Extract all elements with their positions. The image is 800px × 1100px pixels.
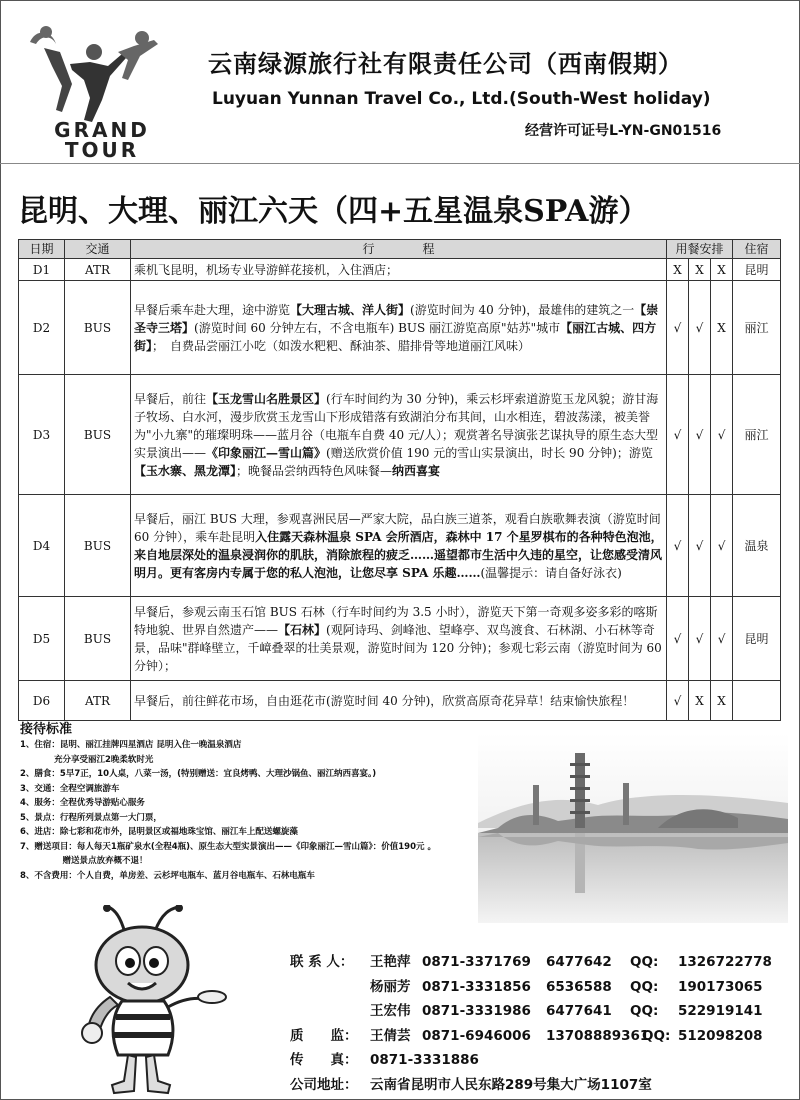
itinerary-text: (行车时间约为 30 分钟)，乘云杉坪索道游览玉龙风貌；游甘海子牧场、白水河，漫步欣赏玉龙雪山下形成错落有致湖泊分布其间，山水相连，碧波荡漾，被美誉为"小九寨"的璀璨明珠——蓝月谷（电瓶车自费 40 元/人）；观赏著名导演张艺谋执导的原生态大型实景演出——: [134, 391, 659, 460]
header-transport: 交通: [65, 240, 131, 259]
itinerary-text: 早餐后，前往鲜花市场，自由逛花市(游览时间 40 分钟)，欣赏高原奇花异草！结束愉快旅程！: [134, 693, 635, 708]
itinerary-cell: [131, 375, 667, 495]
contact-qq: 1326722778: [678, 954, 772, 970]
standard-item: 6、进店：除七彩和花市外，昆明景区或福地珠宝馆、丽江车上配送螺旋藻: [20, 827, 298, 837]
contact-phone-2: 6477642: [546, 954, 612, 970]
hotel-cell: 昆明: [733, 259, 781, 281]
itinerary-text: (观阿诗玛、剑峰池、望峰亭、双鸟渡食、石林湖、小石林等奇景，品味"群峰壁立，千嶂叠翠的壮美景观，游览时间为 120 分钟)；参观七彩云南（游览时间为 60 分钟）；: [134, 622, 662, 673]
qq-label: QQ:: [630, 954, 659, 970]
itinerary-text: (温馨提示：请自备好泳衣): [480, 565, 622, 580]
company-address: 云南省昆明市人民东路289号集大广场1107室: [370, 1076, 652, 1093]
itinerary-text: (赠送欣赏价值 190 元的雪山实景演出，时长 90 分钟)；游览: [326, 445, 653, 460]
transport-cell: BUS: [65, 495, 131, 597]
supervisor-name: 王倩芸: [370, 1027, 411, 1044]
itinerary-text: ；晚餐品尝纳西特色风味餐—: [236, 463, 393, 478]
bee-mascot-image: [70, 905, 230, 1095]
standards-title: 接待标准: [20, 722, 73, 737]
highlight-text: 入住露天森林温泉 SPA 会所酒店，森林中 17 个星罗棋布的各种特色泡池，来自地层深处的温泉浸润你的肌肤，消除旅程的疲乏……遥望都市生活中久违的星空，让您感受清风明月。更有客房内专属于您的私人泡池，让您尽享 SPA 乐趣……: [134, 529, 663, 580]
meal-cell: X: [689, 681, 711, 721]
standard-item: 8、不含费用：个人自费，单房差、云杉坪电瓶车、蓝月谷电瓶车、石林电瓶车: [20, 870, 315, 881]
itinerary-text: 早餐后，前往: [134, 391, 207, 406]
meal-cell: X: [711, 681, 733, 721]
standard-item: 1、住宿：昆明、丽江挂牌四星酒店 昆明入住一晚温泉酒店: [20, 740, 242, 750]
table-header-row: [19, 240, 781, 259]
company-name-cn: 云南绿源旅行社有限责任公司（西南假期）: [208, 50, 683, 78]
meal-cell: √: [711, 495, 733, 597]
hotel-cell: [733, 681, 781, 721]
transport-cell: BUS: [65, 281, 131, 375]
logo-text: GRAND TOUR: [54, 118, 150, 162]
meal-cell: X: [689, 259, 711, 281]
fax-row: [290, 1048, 772, 1073]
table-row: [19, 681, 781, 721]
standard-item: 赠送景点放弃概不退！: [20, 856, 148, 866]
table-row: [19, 281, 781, 375]
day-cell: D6: [19, 681, 65, 721]
highlight-text: 【丽江古城、四方街】: [134, 320, 657, 353]
license-number: 经营许可证号L-YN-GN01516: [525, 123, 722, 139]
table-row: [19, 375, 781, 495]
scenic-pagoda-image: [478, 733, 788, 923]
standard-item: 3、交通：全程空调旅游车: [20, 783, 120, 794]
contact-phone: 0871-3331986: [422, 1003, 531, 1019]
qq-label: QQ:: [630, 1003, 659, 1019]
qq-label: QQ:: [630, 978, 659, 995]
contact-row-3: [290, 999, 772, 1024]
itinerary-cell: [131, 597, 667, 681]
contact-phone: 0871-3371769: [422, 954, 531, 970]
meal-cell: √: [689, 597, 711, 681]
itinerary-text: (游览时间 60 分钟左右，不含电瓶车) BUS 丽江游览高原"姑苏"城市: [194, 320, 561, 335]
transport-cell: BUS: [65, 597, 131, 681]
contact-row-1: [290, 950, 772, 975]
highlight-text: 纳西喜宴: [392, 463, 441, 478]
day-cell: D4: [19, 495, 65, 597]
standard-item: 2、膳食：5早7正，10人桌，八菜一汤，(特别赠送：宜良烤鸭、大理沙锅鱼、丽江纳西喜宴。): [20, 769, 377, 779]
transport-cell: BUS: [65, 375, 131, 495]
supervisor-mobile: 13708889361: [546, 1027, 650, 1044]
meal-cell: X: [667, 259, 689, 281]
contact-row-2: [290, 975, 772, 1000]
header-itinerary: 行 程: [131, 240, 667, 259]
meal-cell: √: [711, 597, 733, 681]
itinerary-cell: [131, 681, 667, 721]
transport-cell: ATR: [65, 681, 131, 721]
day-cell: D1: [19, 259, 65, 281]
itinerary-cell: [131, 495, 667, 597]
company-name-en: Luyuan Yunnan Travel Co., Ltd.(South-West holiday): [212, 89, 711, 109]
table-row: [19, 597, 781, 681]
meal-cell: √: [667, 281, 689, 375]
hotel-cell: 丽江: [733, 281, 781, 375]
meal-cell: √: [689, 375, 711, 495]
address-row: [290, 1073, 772, 1098]
contact-qq: 522919141: [678, 1003, 763, 1019]
meal-cell: √: [667, 375, 689, 495]
meal-cell: X: [711, 281, 733, 375]
contact-phone-2: 6536588: [546, 978, 612, 995]
meal-cell: √: [689, 495, 711, 597]
header-meals: 用餐安排: [667, 240, 733, 259]
fax-number: 0871-3331886: [370, 1052, 479, 1068]
itinerary-text: ； 自费品尝丽江小吃（如泼水粑粑、酥油茶、腊排骨等地道丽江风味）: [152, 338, 531, 353]
itinerary-cell: [131, 259, 667, 281]
itinerary-table: [18, 239, 781, 721]
hotel-cell: 昆明: [733, 597, 781, 681]
meal-cell: √: [667, 681, 689, 721]
contact-name: 杨丽芳: [370, 978, 411, 995]
supervisor-phone: 0871-6946006: [422, 1027, 531, 1044]
standard-item: 充分享受丽江2晚柔软时光: [20, 754, 154, 765]
header-date: 日期: [19, 240, 65, 259]
qq-label: QQ:: [642, 1027, 671, 1044]
table-row: [19, 495, 781, 597]
hotel-cell: 丽江: [733, 375, 781, 495]
highlight-text: 《印象丽江—雪山篇》: [206, 445, 327, 460]
contact-qq: 190173065: [678, 978, 763, 995]
transport-cell: ATR: [65, 259, 131, 281]
highlight-text: 【大理古城、洋人街】: [290, 302, 411, 317]
itinerary-text: 乘机飞昆明，机场专业导游鲜花接机，入住酒店；: [134, 262, 399, 277]
standard-item: 7、赠送项目：每人每天1瓶矿泉水(全程4瓶)、原生态大型实景演出——《印象丽江—雪山篇》：价值190元 。: [20, 841, 436, 852]
contact-info: [290, 950, 772, 1097]
meal-cell: √: [667, 597, 689, 681]
hotel-cell: 温泉: [733, 495, 781, 597]
highlight-text: 【崇圣寺三塔】: [134, 302, 659, 335]
contact-name: 王艳萍: [370, 954, 411, 970]
day-cell: D3: [19, 375, 65, 495]
meal-cell: √: [667, 495, 689, 597]
standard-item: 4、服务：全程优秀导游贴心服务: [20, 798, 145, 808]
meal-cell: √: [711, 375, 733, 495]
standards-list: [20, 738, 490, 883]
supervisor-qq: 512098208: [678, 1027, 763, 1044]
page-title: 昆明、大理、丽江六天（四+五星温泉SPA游）: [18, 194, 649, 229]
highlight-text: 【玉龙雪山名胜景区】: [206, 391, 327, 406]
highlight-text: 【石林】: [278, 622, 327, 637]
header-hotel: 住宿: [733, 240, 781, 259]
day-cell: D2: [19, 281, 65, 375]
contact-name: 王宏伟: [370, 1003, 411, 1019]
day-cell: D5: [19, 597, 65, 681]
supervisor-row: [290, 1024, 772, 1049]
itinerary-text: 早餐后，参观云南玉石馆 BUS 石林（行车时间约为 3.5 小时），游览天下第一奇观多姿多彩的喀斯特地貌、世界自然遗产——: [134, 604, 658, 637]
highlight-text: 【玉水寨、黑龙潭】: [134, 463, 237, 478]
fax-label: 传 真：: [290, 1052, 358, 1068]
meal-cell: X: [711, 259, 733, 281]
supervisor-label: 质 监：: [290, 1027, 358, 1044]
contact-phone-2: 6477641: [546, 1003, 612, 1019]
itinerary-text: (游览时间为 40 分钟)，最雄伟的建筑之一: [410, 302, 635, 317]
itinerary-text: 早餐后乘车赴大理，途中游览: [134, 302, 291, 317]
standard-item: 5、景点：行程所列景点第一大门票，: [20, 812, 162, 823]
header-divider: [0, 163, 800, 164]
address-label: 公司地址：: [290, 1076, 358, 1093]
contact-label: 联 系 人：: [290, 954, 354, 970]
itinerary-text: 早餐后，丽江 BUS 大理，参观喜洲民居—严家大院，品白族三道茶，观看白族歌舞表演（游览时间 60 分钟），乘车赴昆明: [134, 511, 661, 544]
contact-phone: 0871-3331856: [422, 978, 531, 995]
table-row: [19, 259, 781, 281]
meal-cell: √: [689, 281, 711, 375]
itinerary-cell: [131, 281, 667, 375]
